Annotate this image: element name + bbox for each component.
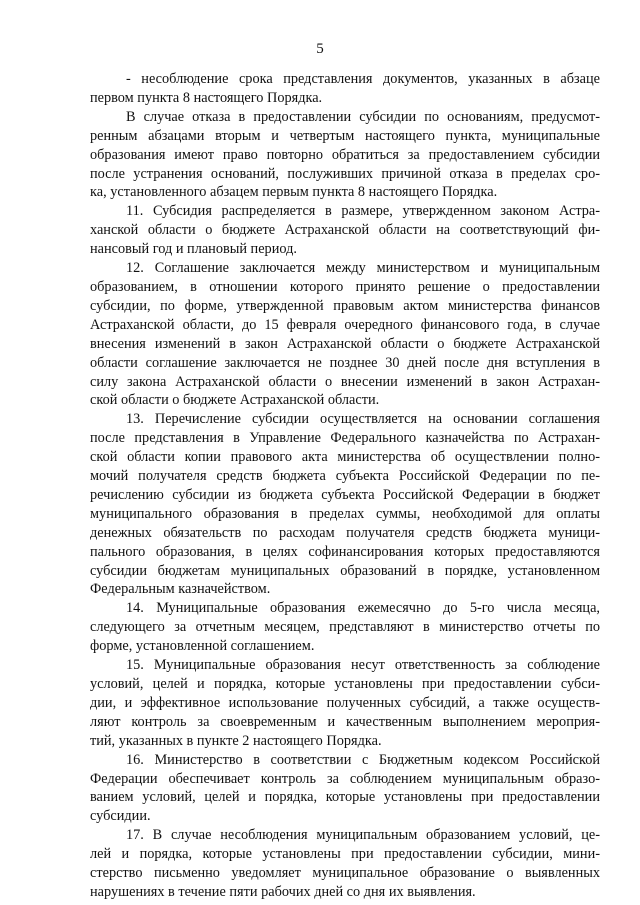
text-line: пального образования, в целях софинансирования которых предоставляются xyxy=(90,543,600,560)
text-line: дии, и эффективное использование полученных субсидий, а также осуществ- xyxy=(90,694,600,711)
text-line: следующего за отчетным месяцем, представляют в министерство отчеты по xyxy=(90,619,600,636)
text-line: области соглашение заключается не позднее 30 дней после дня вступления в xyxy=(90,354,600,371)
paragraph xyxy=(90,410,600,599)
paragraph xyxy=(90,202,600,259)
text-line: Астраханской области, до 15 февраля очередного финансового года, в случае xyxy=(90,316,600,333)
document-body xyxy=(90,70,600,902)
text-line: внесения изменений в закон Астраханской области о бюджете Астраханской xyxy=(90,335,600,352)
text-line: Федерации обеспечивает контроль за соблюдением муниципальным образо- xyxy=(90,770,600,787)
text-line: стерство письменно уведомляет муниципальное образование о выявленных xyxy=(90,865,600,882)
text-line: 16. Министерство в соответствии с Бюджетным кодексом Российской xyxy=(126,751,600,768)
paragraph xyxy=(90,70,600,108)
text-line: мочий получателя средств бюджета субъекта Российской Федерации по пе- xyxy=(90,468,600,485)
text-line: ляют контроль за своевременным и качественным выполнением мероприя- xyxy=(90,713,600,730)
text-line: субсидии. xyxy=(90,808,151,825)
text-line: 15. Муниципальные образования несут ответственность за соблюдение xyxy=(126,657,600,674)
text-line: 14. Муниципальные образования ежемесячно до 5-го числа месяца, xyxy=(126,600,600,617)
text-line: муниципального образования в пределах суммы, необходимой для оплаты xyxy=(90,505,600,522)
text-line: речислению субсидии из бюджета субъекта Российской Федерации в бюджет xyxy=(90,486,600,503)
text-line: лей и порядка, которые установлены при предоставлении субсидии, мини- xyxy=(90,846,600,863)
text-line: ванием условий, целей и порядка, которые установлены при предоставлении xyxy=(90,789,600,806)
text-line: ской области о бюджете Астраханской области. xyxy=(90,392,380,409)
text-line: денежных обязательств по расходам получателя средств бюджета муници- xyxy=(90,524,600,541)
paragraph xyxy=(90,599,600,656)
text-line: ренным абзацами вторым и четвертым настоящего пункта, муниципальные xyxy=(90,127,600,144)
text-line: ка, установленного абзацем первым пункта 8 настоящего Порядка. xyxy=(90,184,498,201)
text-line: 12. Соглашение заключается между министерством и муниципальным xyxy=(126,260,600,277)
text-line: первом пункта 8 настоящего Порядка. xyxy=(90,89,323,106)
text-line: силу закона Астраханской области о внесении изменений в закон Астрахан- xyxy=(90,373,600,390)
text-line: 11. Субсидия распределяется в размере, утвержденном законом Астра- xyxy=(126,203,600,220)
text-line: Федеральным казначейством. xyxy=(90,581,271,598)
text-line: образованием, в отношении которого принято решение о предоставлении xyxy=(90,278,600,295)
paragraph xyxy=(90,751,600,827)
text-line: нарушениях в течение пяти рабочих дней со дня их выявления. xyxy=(90,883,476,900)
paragraph xyxy=(90,259,600,410)
text-line: после устранения оснований, послуживших причиной отказа в пределах сро- xyxy=(90,165,600,182)
text-line: форме, установленной соглашением. xyxy=(90,638,315,655)
paragraph xyxy=(90,656,600,751)
page-number: 5 xyxy=(316,41,324,57)
text-line: - несоблюдение срока представления документов, указанных в абзаце xyxy=(126,71,600,87)
text-line: 17. В случае несоблюдения муниципальным образованием условий, це- xyxy=(126,827,600,844)
text-line: В случае отказа в предоставлении субсидии по основаниям, предусмот- xyxy=(126,108,600,125)
text-line: 13. Перечисление субсидии осуществляется на основании соглашения xyxy=(126,411,600,428)
text-line: субсидии бюджетам муниципальных образований в порядке, установленном xyxy=(90,562,600,579)
text-line: ской области копии правового акта министерства об осуществлении полно- xyxy=(90,449,600,466)
text-line: тий, указанных в пункте 2 настоящего Порядка. xyxy=(90,732,382,749)
text-line: после представления в Управление Федерального казначейства по Астрахан- xyxy=(90,430,600,447)
text-line: ханской области о бюджете Астраханской области на соответствующий фи- xyxy=(90,222,600,239)
text-line: образования имеют право повторно обратиться за предоставлением субсидии xyxy=(90,146,600,163)
paragraph xyxy=(90,108,600,203)
text-line: условий, целей и порядка, которые установлены при предоставлении субси- xyxy=(90,676,600,692)
text-line: субсидии, по форме, утвержденной правовым актом министерства финансов xyxy=(90,297,600,314)
text-line: нансовый год и плановый период. xyxy=(90,241,297,258)
paragraph xyxy=(90,826,600,902)
